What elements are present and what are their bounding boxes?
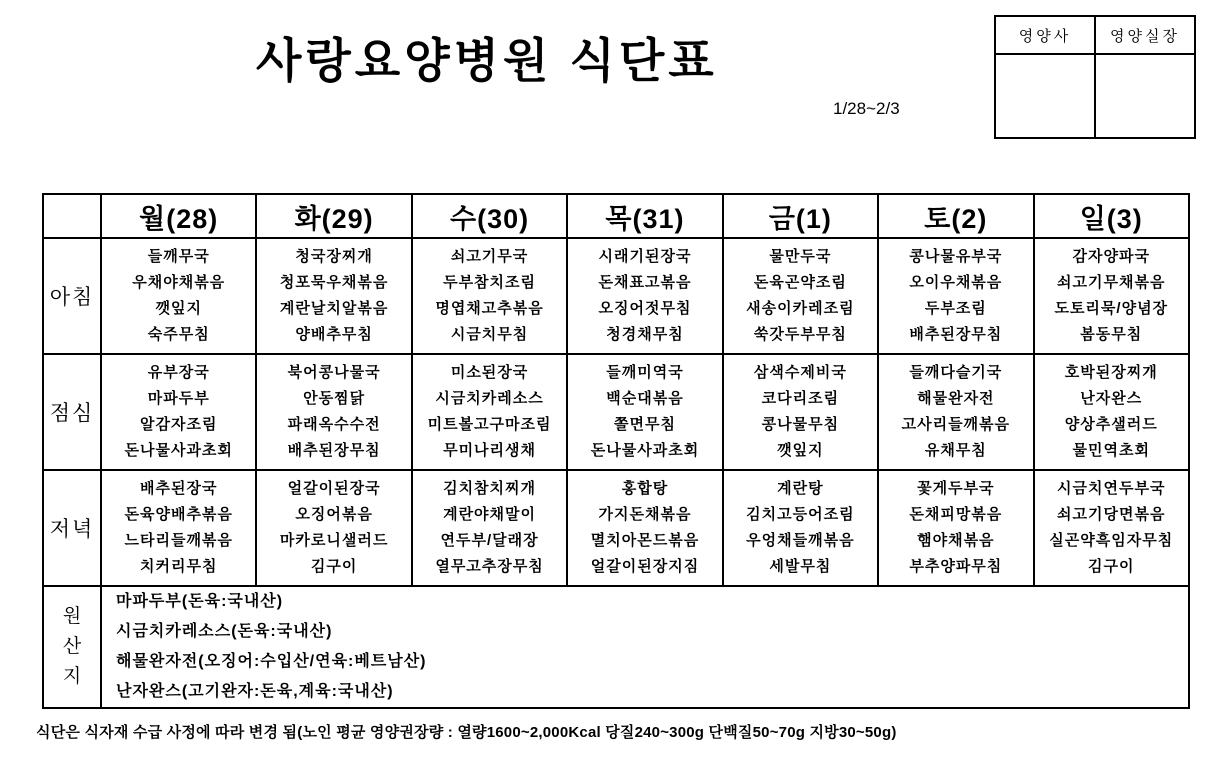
menu-item: 고사리들깨볶음 <box>901 416 1011 433</box>
menu-cell <box>101 238 256 354</box>
origin-label-char: 원 <box>62 606 82 627</box>
menu-item: 호박된장찌개 <box>1064 364 1158 381</box>
row-label: 저녁 <box>43 470 101 586</box>
approval-header-nutritionist: 영양사 <box>995 16 1095 54</box>
day-header-3: 수(30) <box>412 194 567 238</box>
menu-header-row <box>43 194 1189 238</box>
approval-signature-cell <box>1095 54 1195 138</box>
menu-cell <box>256 354 411 470</box>
menu-item: 느타리들깨볶음 <box>124 532 233 549</box>
day-header-6: 토(2) <box>878 194 1033 238</box>
menu-cell <box>101 470 256 586</box>
corner-cell <box>43 194 101 238</box>
menu-item: 콩나물무침 <box>761 416 840 433</box>
approval-header-row <box>995 16 1195 54</box>
origin-label-char: 지 <box>62 666 82 687</box>
menu-item: 계란탕 <box>777 480 824 497</box>
origin-row-label <box>43 586 101 708</box>
menu-item: 들깨무국 <box>147 248 210 265</box>
menu-cell <box>878 238 1033 354</box>
origin-row <box>43 586 1189 708</box>
menu-item: 꽃게두부국 <box>917 480 995 497</box>
origin-line: 난자완스(고기완자:돈육,계육:국내산) <box>116 683 394 700</box>
menu-item: 물민역초회 <box>1072 442 1150 459</box>
menu-cell <box>256 470 411 586</box>
menu-item: 두부참치조림 <box>443 274 537 291</box>
menu-item: 김구이 <box>310 558 358 575</box>
menu-item: 시래기된장국 <box>598 248 692 265</box>
day-header-2: 화(29) <box>256 194 411 238</box>
menu-cell <box>101 354 256 470</box>
day-header-7: 일(3) <box>1034 194 1189 238</box>
menu-item: 유채무침 <box>924 442 987 459</box>
menu-item: 마카로니샐러드 <box>279 532 389 549</box>
menu-item: 미소된장국 <box>450 364 529 381</box>
origin-label-char: 산 <box>62 636 82 657</box>
menu-item: 쇠고기무채볶음 <box>1057 274 1166 291</box>
menu-item: 시금치연두부국 <box>1057 480 1166 497</box>
menu-item: 시금치카레소스 <box>435 390 544 407</box>
menu-cell <box>723 470 878 586</box>
menu-cell <box>412 354 567 470</box>
day-header-1: 월(28) <box>101 194 256 238</box>
menu-item: 무미나리생채 <box>443 442 537 459</box>
menu-cell <box>412 470 567 586</box>
menu-item: 우채야채볶음 <box>132 274 226 291</box>
menu-item: 청포묵우채볶음 <box>279 274 389 291</box>
menu-item: 양배추무침 <box>295 326 373 343</box>
menu-item: 얼갈이된장국 <box>287 480 381 497</box>
menu-cell <box>1034 238 1189 354</box>
menu-item: 치커리무침 <box>139 558 218 575</box>
menu-item: 돈채표고볶음 <box>598 274 692 291</box>
origin-line: 해물완자전(오징어:수입산/연육:베트남산) <box>116 653 427 670</box>
menu-cell <box>256 238 411 354</box>
menu-item: 물만두국 <box>769 248 832 265</box>
menu-item: 김치참치찌개 <box>443 480 537 497</box>
menu-item: 배추된장국 <box>139 480 218 497</box>
row-label: 점심 <box>43 354 101 470</box>
menu-item: 새송이카레조림 <box>746 300 855 317</box>
meal-row <box>43 354 1189 470</box>
menu-cell <box>412 238 567 354</box>
menu-table <box>42 193 1190 709</box>
menu-item: 홍합탕 <box>621 480 669 497</box>
menu-cell <box>723 238 878 354</box>
menu-item: 마파두부 <box>147 390 210 407</box>
menu-item: 백순대볶음 <box>606 390 684 407</box>
menu-cell <box>567 470 722 586</box>
menu-item: 숙주무침 <box>147 326 210 343</box>
menu-item: 쇠고기당면볶음 <box>1057 506 1166 523</box>
menu-item: 쇠고기무국 <box>450 248 529 265</box>
menu-item: 멸치아몬드볶음 <box>590 532 700 549</box>
menu-item: 양상추샐러드 <box>1064 416 1158 433</box>
menu-item: 얼갈이된장지짐 <box>590 558 700 575</box>
menu-cell <box>1034 354 1189 470</box>
menu-item: 깻잎지 <box>777 442 824 459</box>
menu-item: 도토리묵/양념장 <box>1054 300 1169 317</box>
menu-item: 파래옥수수전 <box>287 416 381 433</box>
page-title: 사랑요양병원 식단표 <box>256 34 718 87</box>
menu-item: 우엉채들깨볶음 <box>746 532 855 549</box>
menu-item: 계란야채말이 <box>443 506 537 523</box>
meal-row <box>43 470 1189 586</box>
menu-item: 코다리조림 <box>761 390 840 407</box>
menu-item: 감자양파국 <box>1072 248 1150 265</box>
menu-item: 삼색수제비국 <box>753 364 847 381</box>
menu-item: 깻잎지 <box>155 300 202 317</box>
menu-item: 돈채피망볶음 <box>909 506 1003 523</box>
approval-header-nutrition-director: 영양실장 <box>1095 16 1195 54</box>
menu-item: 햄야채볶음 <box>917 532 995 549</box>
menu-item: 쑥갓두부무침 <box>753 326 847 343</box>
footer-note: 식단은 식자재 수급 사정에 따라 변경 됨(노인 평균 영양권장량 : 열량1600~2,000Kcal 당질240~300g 단백질50~70g 지방30~50g) <box>36 724 897 741</box>
menu-cell <box>878 354 1033 470</box>
menu-item: 청국장찌개 <box>295 248 373 265</box>
menu-item: 돈나물사과초회 <box>590 442 700 459</box>
meal-row <box>43 238 1189 354</box>
menu-item: 김구이 <box>1088 558 1135 575</box>
menu-item: 돈육양배추볶음 <box>124 506 233 523</box>
menu-item: 연두부/달래장 <box>440 532 539 549</box>
menu-item: 들깨다슬기국 <box>909 364 1003 381</box>
menu-item: 배추된장무침 <box>287 442 381 459</box>
date-range: 1/28~2/3 <box>833 99 900 118</box>
menu-item: 알감자조림 <box>139 416 218 433</box>
menu-item: 봄동무침 <box>1080 326 1143 343</box>
menu-cell <box>567 354 722 470</box>
menu-cell <box>1034 470 1189 586</box>
menu-item: 안동찜닭 <box>303 390 366 407</box>
menu-item: 난자완스 <box>1080 390 1143 407</box>
menu-item: 유부장국 <box>147 364 210 381</box>
menu-item: 시금치무침 <box>450 326 529 343</box>
menu-item: 명엽채고추볶음 <box>435 300 544 317</box>
menu-item: 부추양파무침 <box>909 558 1003 575</box>
menu-cell <box>878 470 1033 586</box>
menu-item: 북어콩나물국 <box>287 364 381 381</box>
menu-item: 배추된장무침 <box>909 326 1003 343</box>
menu-item: 돈나물사과초회 <box>124 442 233 459</box>
menu-item: 청경채무침 <box>606 326 684 343</box>
row-label: 아침 <box>43 238 101 354</box>
menu-item: 김치고등어조림 <box>746 506 855 523</box>
menu-item: 열무고추장무침 <box>435 558 544 575</box>
origin-line: 시금치카레소스(돈육:국내산) <box>116 623 333 640</box>
menu-item: 쫄면무침 <box>613 416 676 433</box>
approval-signature-row <box>995 54 1195 138</box>
menu-item: 두부조림 <box>924 300 987 317</box>
menu-cell <box>723 354 878 470</box>
menu-item: 계란날치알볶음 <box>279 300 389 317</box>
origin-cell <box>101 586 1189 708</box>
menu-item: 실곤약흑임자무침 <box>1049 532 1174 549</box>
menu-item: 세발무침 <box>769 558 832 575</box>
menu-item: 오이우채볶음 <box>909 274 1003 291</box>
day-header-5: 금(1) <box>723 194 878 238</box>
menu-item: 오징어볶음 <box>295 506 373 523</box>
menu-item: 콩나물유부국 <box>909 248 1003 265</box>
menu-item: 들깨미역국 <box>606 364 684 381</box>
menu-cell <box>567 238 722 354</box>
menu-item: 해물완자전 <box>917 390 995 407</box>
menu-item: 가지돈채볶음 <box>598 506 692 523</box>
menu-item: 미트볼고구마조림 <box>427 416 552 433</box>
menu-item: 오징어젓무침 <box>598 300 692 317</box>
approval-table <box>994 15 1196 139</box>
menu-table-body <box>43 238 1189 708</box>
origin-line: 마파두부(돈육:국내산) <box>116 593 284 610</box>
day-header-4: 목(31) <box>567 194 722 238</box>
menu-item: 돈육곤약조림 <box>753 274 847 291</box>
approval-signature-cell <box>995 54 1095 138</box>
